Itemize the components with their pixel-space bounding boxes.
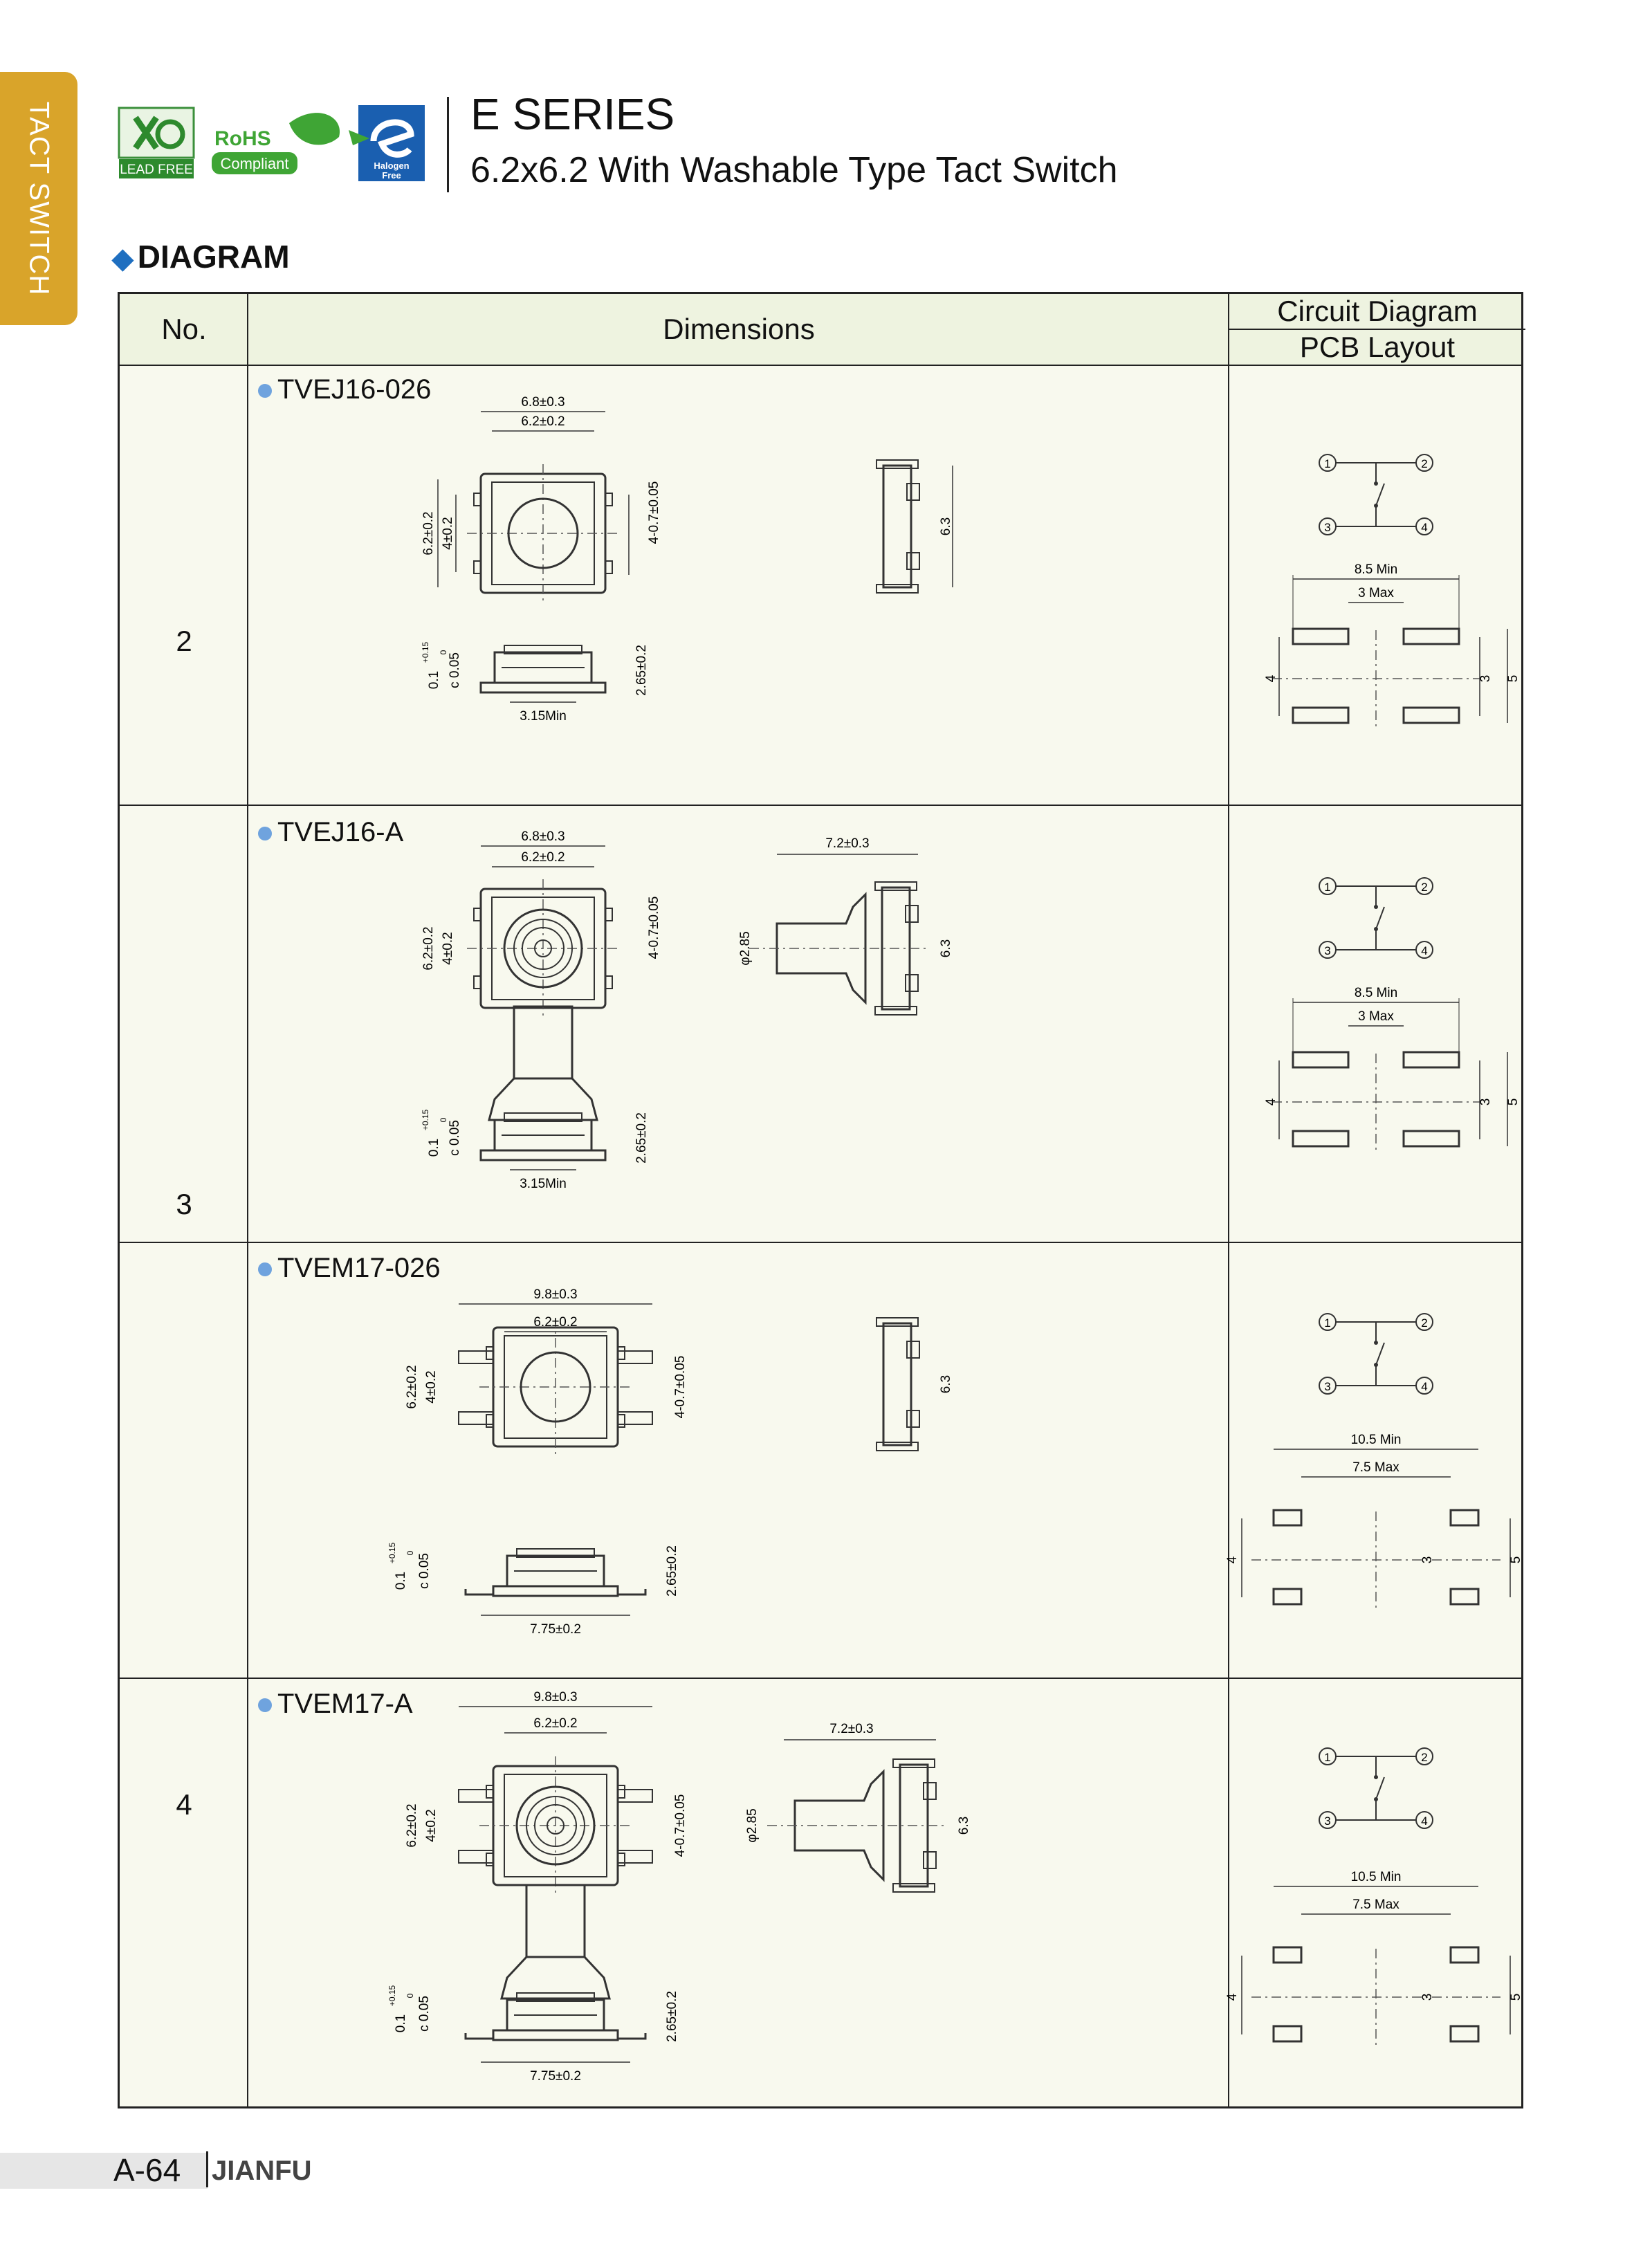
diagram-table [118, 292, 1523, 2108]
drawing-tvej16-a [421, 829, 953, 1191]
dim-label: c 0.05 [448, 1120, 462, 1156]
pcb-dim: 8.5 Min [1354, 986, 1398, 1000]
pin-label: 3 [1324, 1380, 1331, 1393]
pcb-dim: 5 [1509, 1993, 1523, 2001]
dim-label: 4±0.2 [424, 1809, 439, 1842]
pin-label: 4 [1421, 1380, 1428, 1393]
drawing-tvem17-026 [387, 1287, 953, 1637]
dim-label: 6.2±0.2 [421, 926, 436, 971]
diamond-icon: ◆ [112, 244, 134, 274]
halogen-free-logo [349, 105, 425, 181]
section-heading [112, 238, 290, 275]
pcb-dim: 3 [1478, 1098, 1493, 1106]
dim-label: +0.15 [421, 641, 430, 663]
dim-label: 6.2±0.2 [521, 414, 565, 429]
page-number: A-64 [113, 2152, 181, 2188]
dim-label: 0.1 [394, 1571, 408, 1590]
lead-free-logo [119, 108, 194, 178]
dim-label: 7.75±0.2 [530, 2069, 581, 2084]
model-label: TVEJ16-A [277, 817, 404, 847]
pcb-dim: 5 [1506, 1098, 1521, 1106]
pcb-dim: 8.5 Min [1354, 562, 1398, 577]
dim-label: 9.8±0.3 [533, 1690, 578, 1705]
dim-label: +0.15 [387, 1985, 397, 2007]
pin-label: 1 [1324, 457, 1331, 470]
dim-label: 7.2±0.3 [829, 1722, 874, 1736]
pcb-dim: 10.5 Min [1350, 1433, 1402, 1447]
dim-label: c 0.05 [448, 652, 462, 688]
row-number: 2 [176, 625, 192, 657]
dim-label: c 0.05 [417, 1996, 432, 2032]
dim-label: 7.2±0.3 [825, 836, 870, 851]
pin-label: 4 [1421, 1814, 1428, 1828]
circuit-row-1 [1264, 454, 1521, 727]
dim-label: 2.65±0.2 [634, 645, 649, 696]
dim-label: 0.1 [394, 2014, 408, 2033]
dim-label: 6.3 [939, 939, 953, 958]
pin-label: 2 [1421, 1751, 1428, 1764]
dim-label: 6.2±0.2 [533, 1716, 578, 1731]
dim-label: 6.8±0.3 [521, 395, 565, 410]
model-label: TVEM17-026 [277, 1253, 441, 1283]
pin-label: 1 [1324, 881, 1331, 894]
dim-label: 3.15Min [520, 709, 567, 724]
header-pcb-layout: PCB Layout [1299, 331, 1456, 363]
rohs-logo [212, 113, 340, 174]
pin-label: 4 [1421, 521, 1428, 534]
side-tab-label: TACT SWITCH [24, 101, 55, 296]
pin-label: 2 [1421, 1316, 1428, 1330]
dim-label: 0 [405, 1550, 415, 1556]
dim-label: 4±0.2 [441, 932, 455, 965]
dim-label: 0.1 [427, 670, 441, 690]
pin-label: 4 [1421, 944, 1428, 957]
footer-divider [206, 2151, 208, 2187]
brand-name: JIANFU [212, 2156, 312, 2186]
dim-label: 4±0.2 [424, 1370, 439, 1404]
dim-label: 3.15Min [520, 1177, 567, 1191]
dim-label: 6.2±0.2 [421, 511, 436, 555]
pcb-dim: 4 [1225, 1993, 1240, 2001]
pin-label: 3 [1324, 521, 1331, 534]
dim-label: 0 [439, 650, 448, 655]
pcb-dim: 10.5 Min [1350, 1870, 1402, 1884]
dim-label: 2.65±0.2 [634, 1112, 649, 1164]
pin-label: 3 [1324, 1814, 1331, 1828]
pin-label: 2 [1421, 457, 1428, 470]
dim-label: 6.2±0.2 [533, 1315, 578, 1330]
pcb-dim: 7.5 Max [1352, 1460, 1399, 1475]
dim-label: 4-0.7±0.05 [673, 1355, 688, 1419]
compliant-text: Compliant [220, 155, 289, 172]
dim-label: 4-0.7±0.05 [673, 1794, 688, 1857]
dim-label: φ2.85 [738, 931, 753, 966]
dim-label: φ2.85 [745, 1808, 760, 1843]
dim-label: 6.8±0.3 [521, 829, 565, 844]
dim-label: 2.65±0.2 [665, 1545, 679, 1597]
dim-label: 4-0.7±0.05 [647, 481, 661, 544]
dim-label: 2.65±0.2 [665, 1991, 679, 2042]
pcb-dim: 3 Max [1358, 1009, 1394, 1024]
model-label: TVEJ16-026 [277, 374, 432, 405]
header-dimensions: Dimensions [663, 313, 815, 345]
header-circuit-diagram: Circuit Diagram [1229, 294, 1525, 330]
side-tab [0, 72, 77, 325]
row-number: 4 [176, 1788, 192, 1821]
halogen-text: Halogen [374, 160, 410, 171]
section-title: DIAGRAM [137, 239, 290, 275]
series-subtitle: 6.2x6.2 With Washable Type Tact Switch [470, 150, 1118, 190]
pin-label: 2 [1421, 881, 1428, 894]
dim-label: 0 [405, 1993, 415, 1998]
dim-label: 7.75±0.2 [530, 1622, 581, 1637]
pin-label: 1 [1324, 1751, 1331, 1764]
row-number: 3 [176, 1188, 192, 1220]
pcb-dim: 3 Max [1358, 586, 1394, 600]
dim-label: 4-0.7±0.05 [647, 896, 661, 959]
dim-label: 0.1 [427, 1138, 441, 1157]
circuit-row-3 [1225, 1314, 1525, 1608]
pcb-dim: 7.5 Max [1352, 1898, 1399, 1912]
lead-free-text: LEAD FREE [120, 163, 193, 177]
pin-label: 1 [1324, 1316, 1331, 1330]
pin-label: 3 [1324, 944, 1331, 957]
series-title: E SERIES [470, 89, 675, 139]
dim-label: +0.15 [421, 1109, 430, 1131]
dim-label: 6.3 [939, 1375, 953, 1394]
header-divider [447, 97, 449, 192]
pcb-dim: 4 [1264, 1098, 1278, 1106]
drawing-tvej16-026 [421, 395, 953, 724]
dim-label: 6.3 [939, 517, 953, 536]
circuit-row-4 [1225, 1748, 1525, 2046]
pcb-dim: 5 [1506, 674, 1521, 683]
model-label: TVEM17-A [277, 1689, 413, 1719]
compliance-logos [116, 102, 428, 184]
technical-drawings [120, 294, 1525, 2111]
pcb-dim: 4 [1225, 1556, 1240, 1564]
drawing-tvem17-a [387, 1690, 971, 2084]
dim-label: 6.3 [957, 1816, 971, 1835]
dim-label: 9.8±0.3 [533, 1287, 578, 1302]
pcb-dim: 4 [1264, 674, 1278, 683]
dim-label: 6.2±0.2 [405, 1803, 419, 1848]
dim-label: +0.15 [387, 1542, 397, 1564]
pcb-dim: 3 [1420, 1993, 1435, 2001]
pcb-dim: 3 [1420, 1556, 1435, 1564]
dim-label: 6.2±0.2 [405, 1365, 419, 1409]
dim-label: 6.2±0.2 [521, 850, 565, 865]
header-no: No. [161, 313, 207, 345]
dim-label: 4±0.2 [441, 517, 455, 550]
pcb-dim: 5 [1509, 1556, 1523, 1564]
dim-label: c 0.05 [417, 1553, 432, 1589]
pcb-dim: 3 [1478, 674, 1493, 683]
dim-label: 0 [439, 1117, 448, 1123]
rohs-text: RoHS [214, 127, 271, 150]
free-text: Free [382, 170, 401, 181]
circuit-row-2 [1264, 878, 1521, 1150]
